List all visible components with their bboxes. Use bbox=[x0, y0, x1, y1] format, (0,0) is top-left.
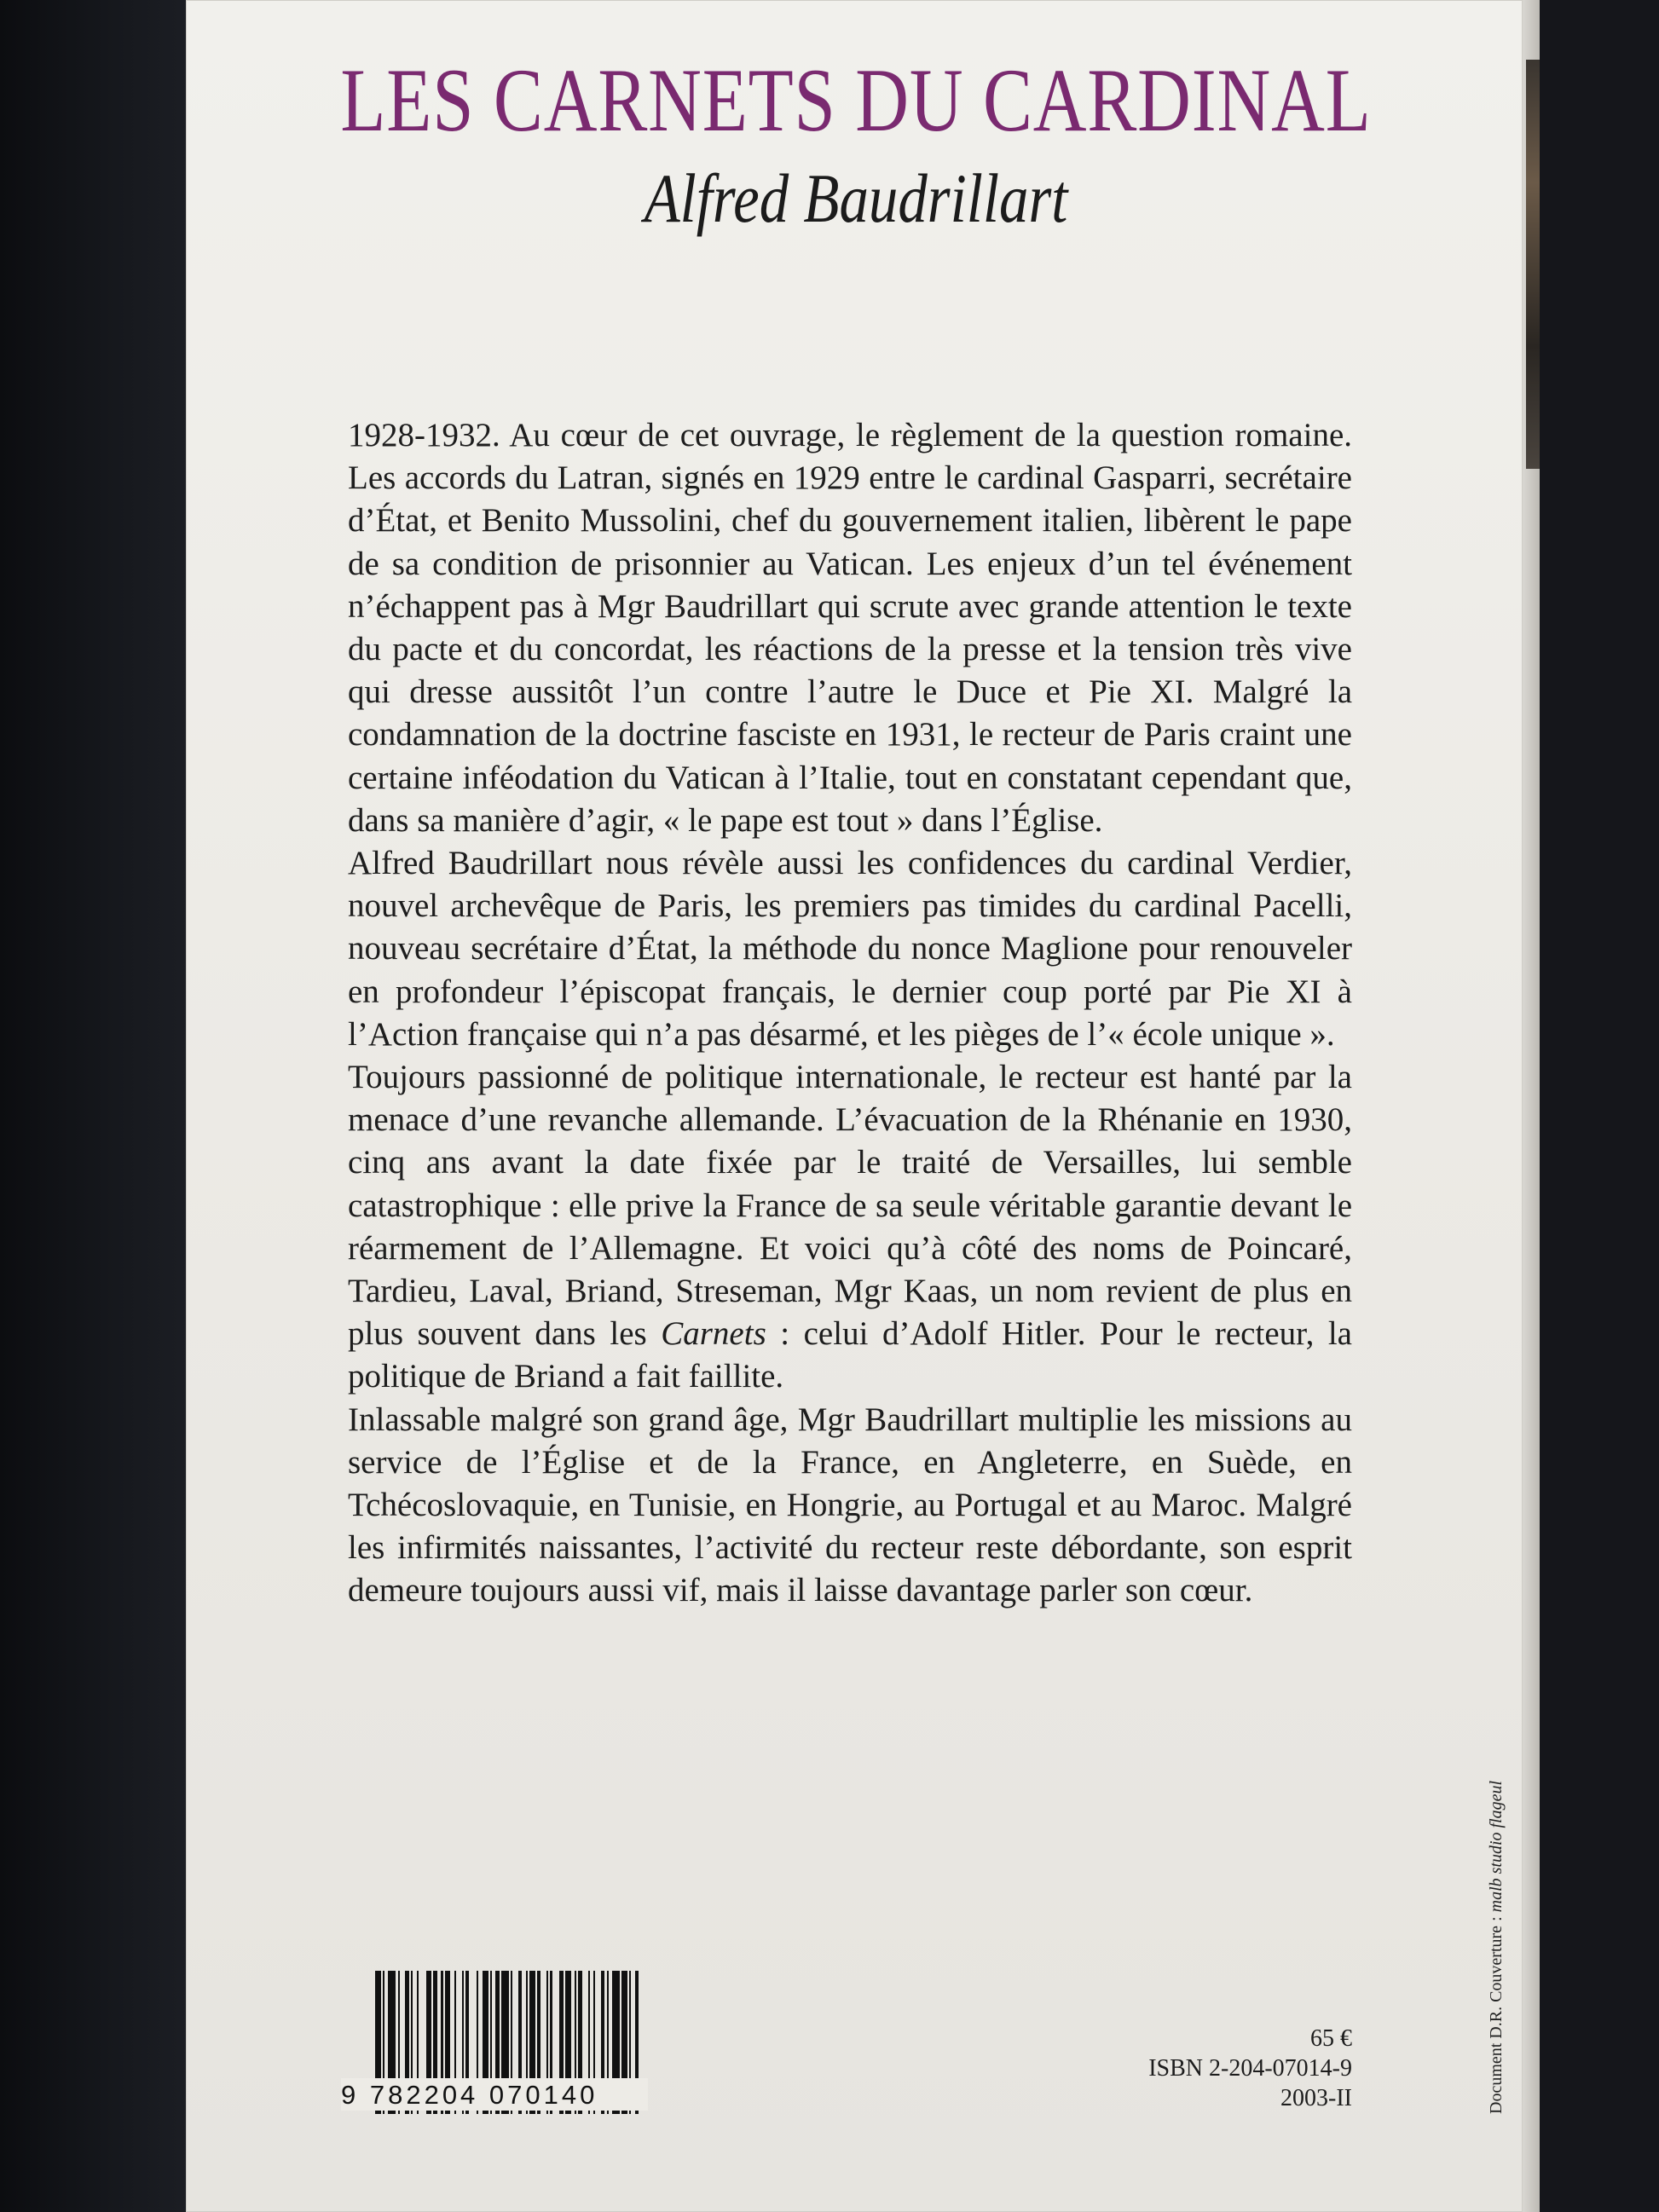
edition-code: 2003-II bbox=[1280, 2085, 1352, 2111]
book-left-edge bbox=[0, 0, 192, 2212]
cover-credit bbox=[1483, 1637, 1509, 2114]
credit-text: Document D.R. Couverture : bbox=[1487, 1912, 1506, 2114]
isbn: ISBN 2-204-07014-9 bbox=[1148, 2055, 1352, 2082]
blurb-italic-title: Carnets bbox=[661, 1315, 766, 1353]
blurb-text: : celui d’Adolf Hitler. Pour le recteur, la politique de Briand a fait faillite. bbox=[348, 1315, 1352, 1395]
blurb-paragraph bbox=[348, 1056, 1352, 1399]
spine-image-fragment bbox=[1526, 60, 1540, 469]
blurb-paragraph: 1928-1932. Au cœur de cet ouvrage, le règlement de la question romaine. Les accords du Latran, signés en 1929 entre le cardinal Gasparri, secrétaire d’État, et Benito Mussolini, chef du gouvernement italien, libèrent le pape de sa condition de prisonnier au Vatican. Les enjeux d’un tel événement n’échappent pas à Mgr Baudrillart qui scrute avec grande attention le texte du pacte et du concordat, les réactions de la presse et la tension très vive qui dresse aussitôt l’un contre l’autre le Duce et Pie XI. Malgré la condamnation de la doctrine fasciste en 1931, le recteur de Paris craint une certaine inféodation du Vatican à l’Italie, tout en constatant cependant que, dans sa manière d’agir, « le pape est tout » dans l’Église. bbox=[348, 417, 1352, 839]
blurb-paragraph: Inlassable malgré son grand âge, Mgr Baudrillart multiplie les missions au service de l’Église et de la France, en Angleterre, en Suède, en Tchécoslovaquie, en Tunisie, en Hongrie, au Portugal et au Maroc. Malgré les infirmités naissantes, l’activité du recteur reste débordante, son esprit demeure toujours aussi vif, mais il laisse davantage parler son cœur. bbox=[348, 1401, 1352, 1609]
price: 65 € bbox=[1310, 2025, 1352, 2052]
back-cover-blurb bbox=[348, 414, 1352, 1613]
blurb-paragraph: Alfred Baudrillart nous révèle aussi les confidences du cardinal Verdier, nouvel archevêque de Paris, les premiers pas timides du cardinal Pacelli, nouveau secrétaire d’État, la méthode du nonce Maglione pour renouveler en profondeur l’épiscopat français, le dernier coup porté par Pie XI à l’Action française qui n’a pas désarmé, et les pièges de l’« école unique ». bbox=[348, 845, 1352, 1053]
book-title: LES CARNETS DU CARDINAL bbox=[340, 50, 1372, 150]
book-author: Alfred Baudrillart bbox=[644, 159, 1068, 237]
background-right bbox=[1540, 0, 1659, 2212]
barcode-digits: 9 782204 070140 bbox=[341, 2078, 648, 2111]
blurb-text: Toujours passionné de politique internationale, le recteur est hanté par la menace d’une revanche allemande. L’évacuation de la Rhénanie en 1930, cinq ans avant la date fixée par le traité de Versailles, lui semble catastrophique : elle prive la France de sa seule véritable garantie devant le réarmement de l’Allemagne. Et voici qu’à côté des noms de Poincaré, Tardieu, Laval, Briand, Streseman, Mgr Kaas, un nom revient de plus en plus souvent dans les bbox=[348, 1059, 1352, 1353]
credit-studio: malb studio flageul bbox=[1487, 1780, 1506, 1913]
